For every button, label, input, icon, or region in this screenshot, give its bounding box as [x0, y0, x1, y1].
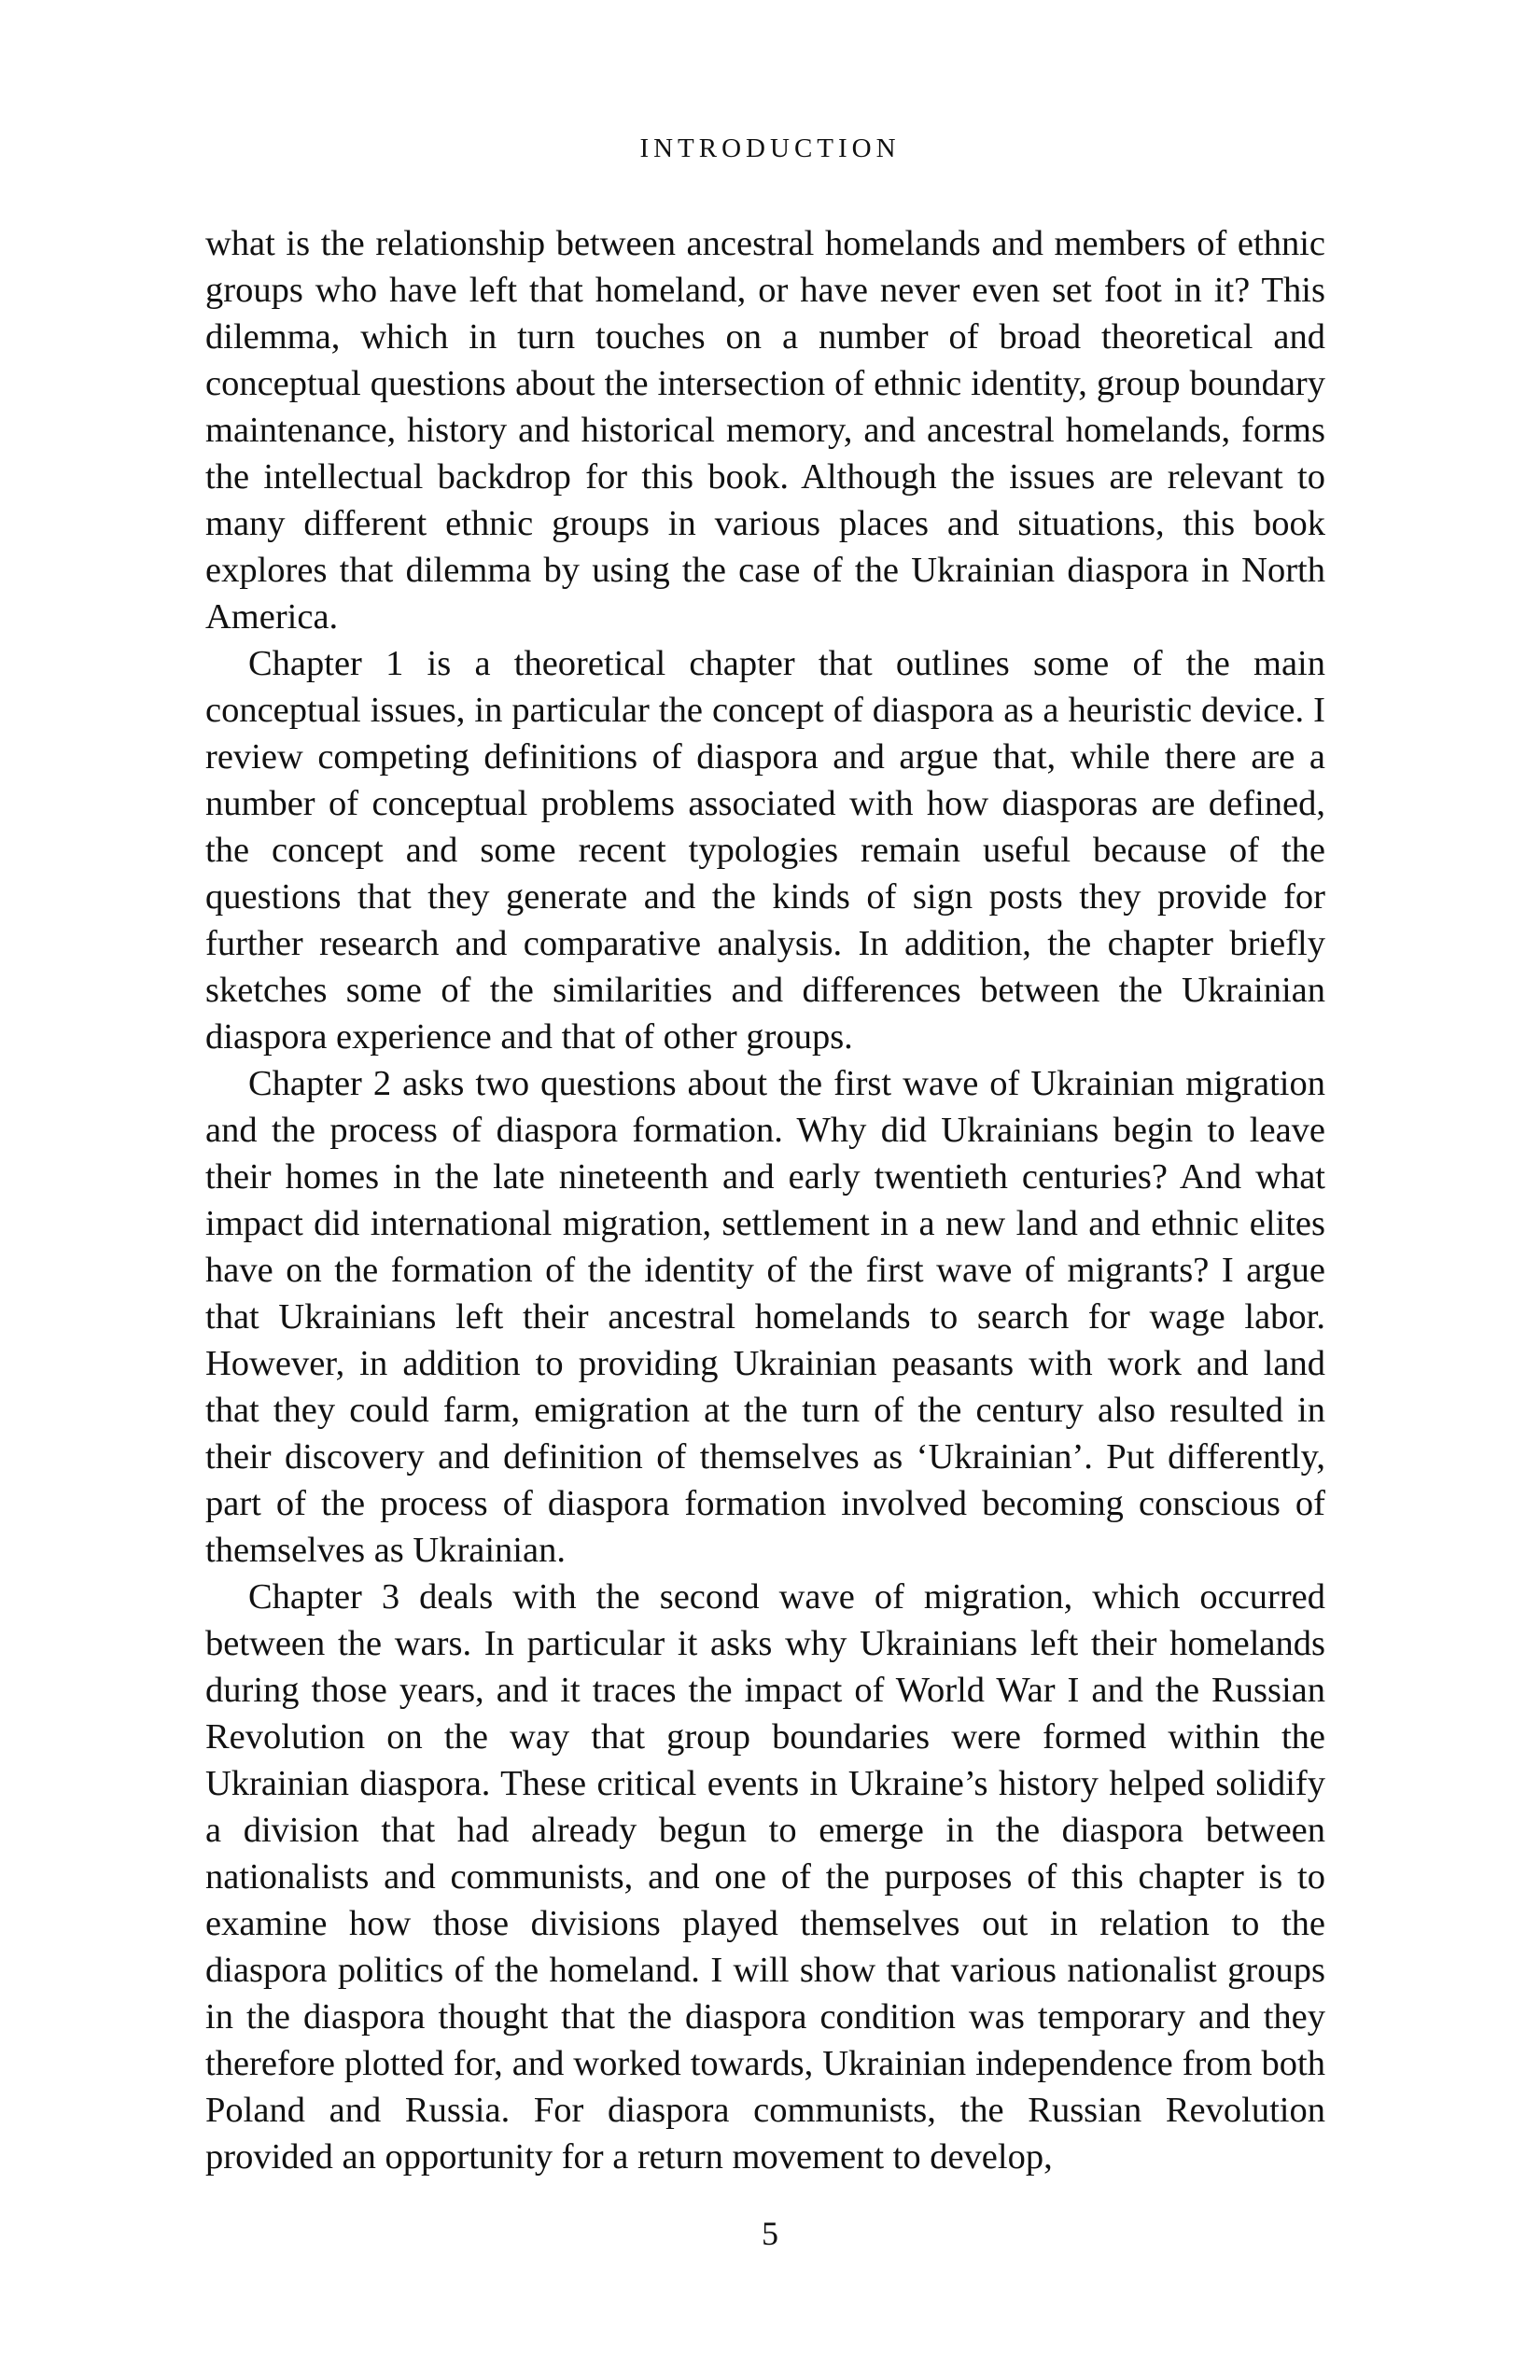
- paragraph-chapter-1: Chapter 1 is a theoretical chapter that outlines some of the main conceptual issues, in particular the concept of diaspora as a heuristic device. I review competing definitions of diaspora and argue that, while there are a number of conceptual problems associated with how diasporas are defined, the concept and some recent typologies remain useful because of the questions that they generate and the kinds of sign posts they provide for further research and comparative analysis. In addition, the chapter briefly sketches some of the similarities and differences between the Ukrainian diaspora experience and that of other groups.: [205, 644, 1325, 1057]
- running-head: INTRODUCTION: [639, 133, 901, 163]
- paragraph-continued-intro: what is the relationship between ancestral homelands and members of ethnic groups who have left that homeland, or have never even set foot in it? This dilemma, which in turn touches on a number of broad theoretical and conceptual questions about the intersection of ethnic identity, group boundary maintenance, history and historical memory, and ancestral homelands, forms the intellectual backdrop for this book. Although the issues are relevant to many different ethnic groups in various places and situations, this book explores that dilemma by using the case of the Ukrainian diaspora in North America.: [205, 224, 1325, 637]
- body-text: [205, 220, 1325, 2180]
- paragraph-chapter-3: Chapter 3 deals with the second wave of migration, which occurred between the wars. In particular it asks why Ukrainians left their homelands during those years, and it traces the impact of World War I and the Russian Revolution on the way that group boundaries were formed within the Ukrainian diaspora. These critical events in Ukraine’s history helped solidify a division that had already begun to emerge in the diaspora between nationalists and communists, and one of the purposes of this chapter is to examine how those divisions played themselves out in relation to the diaspora politics of the homeland. I will show that various nationalist groups in the diaspora thought that the diaspora condition was temporary and they therefore plotted for, and worked towards, Ukrainian independence from both Poland and Russia. For diaspora communists, the Russian Revolution provided an opportunity for a return movement to develop,: [205, 1577, 1325, 2177]
- page-number: 5: [762, 2215, 778, 2252]
- paragraph-chapter-2: Chapter 2 asks two questions about the first wave of Ukrainian migration and the process of diaspora formation. Why did Ukrainians begin to leave their homes in the late nineteenth and early twentieth centuries? And what impact did international migration, settlement in a new land and ethnic elites have on the formation of the identity of the first wave of migrants? I argue that Ukrainians left their ancestral homelands to search for wage labor. However, in addition to providing Ukrainian peasants with work and land that they could farm, emigration at the turn of the century also resulted in their discovery and definition of themselves as ‘Ukrainian’. Put differently, part of the process of diaspora formation involved becoming conscious of themselves as Ukrainian.: [205, 1064, 1325, 1570]
